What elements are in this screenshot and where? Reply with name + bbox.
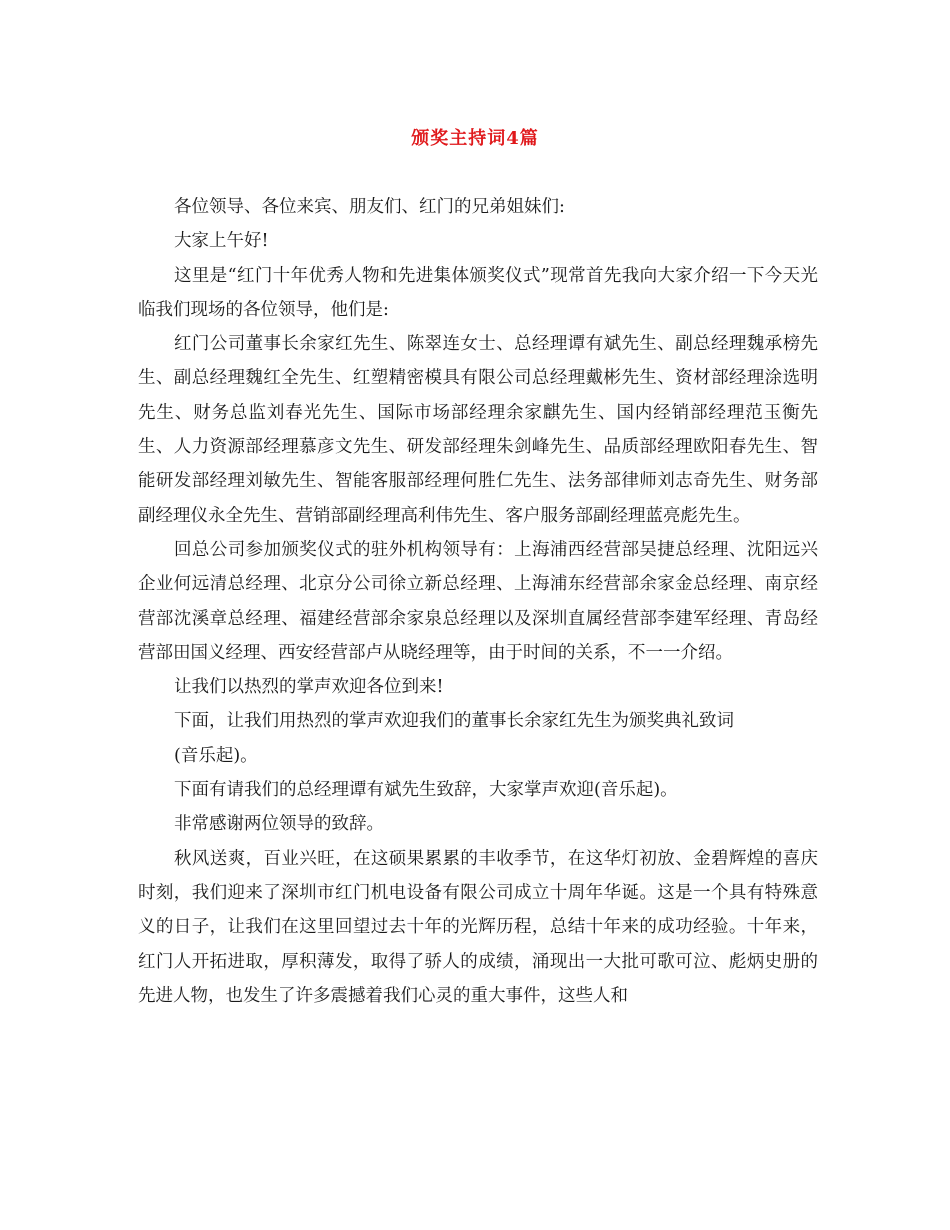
paragraph-introduction: 这里是“红门十年优秀人物和先进集体颁奖仪式”现常首先我向大家介绍一下今天光临我们现场的各位领导，他们是:: [138, 265, 818, 320]
document-title: 颁奖主持词4篇: [411, 128, 539, 149]
paragraph-music-cue: (音乐起)。: [174, 745, 258, 766]
paragraph-branch-leaders: 回总公司参加颁奖仪式的驻外机构领导有：上海浦西经营部吴捷总经理、沈阳远兴企业何远清总经理、北京分公司徐立新总经理、上海浦东经营部余家金总经理、南京经营部沈溪章总经理、福建经营部余家泉总经理以及深圳直属经营部李建军经理、青岛经营部田国义经理、西安经营部卢从晓经理等，由于时间的关系，不一一介绍。: [138, 539, 818, 663]
document-body: [138, 190, 818, 1013]
paragraph-chairman-speech: 下面，让我们用热烈的掌声欢迎我们的董事长余家红先生为颁奖典礼致词: [174, 711, 734, 732]
paragraph-leaders-list: 红门公司董事长余家红先生、陈翠连女士、总经理谭有斌先生、副总经理魏承榜先生、副总经理魏红全先生、红塑精密模具有限公司总经理戴彬先生、资材部经理涂选明先生、财务总监刘春光先生、国际市场部经理余家麒先生、国内经销部经理范玉衡先生、人力资源部经理慕彦文先生、研发部经理朱剑峰先生、品质部经理欧阳春先生、智能研发部经理刘敏先生、智能客服部经理何胜仁先生、法务部律师刘志奇先生、财务部副经理仪永全先生、营销部副经理高利伟先生、客户服务部副经理蓝亮彪先生。: [138, 334, 818, 526]
paragraph-greeting: 各位领导、各位来宾、朋友们、红门的兄弟姐妹们:: [174, 197, 565, 217]
paragraph-anniversary: 秋风送爽，百业兴旺，在这硕果累累的丰收季节，在这华灯初放、金碧辉煌的喜庆时刻，我们迎来了深圳市红门机电设备有限公司成立十周年华诞。这是一个具有特殊意义的日子，让我们在这里回望过去十年的光辉历程，总结十年来的成功经验。十年来，红门人开拓进取，厚积薄发，取得了骄人的成绩，涌现出一大批可歌可泣、彪炳史册的先进人物，也发生了许多震撼着我们心灵的重大事件，这些人和: [138, 848, 818, 1006]
paragraph-good-morning: 大家上午好!: [174, 231, 269, 252]
paragraph-welcome: 让我们以热烈的掌声欢迎各位到来!: [174, 677, 444, 698]
paragraph-thanks: 非常感谢两位领导的致辞。: [174, 814, 384, 835]
paragraph-gm-speech: 下面有请我们的总经理谭有斌先生致辞，大家掌声欢迎(音乐起)。: [174, 780, 678, 801]
